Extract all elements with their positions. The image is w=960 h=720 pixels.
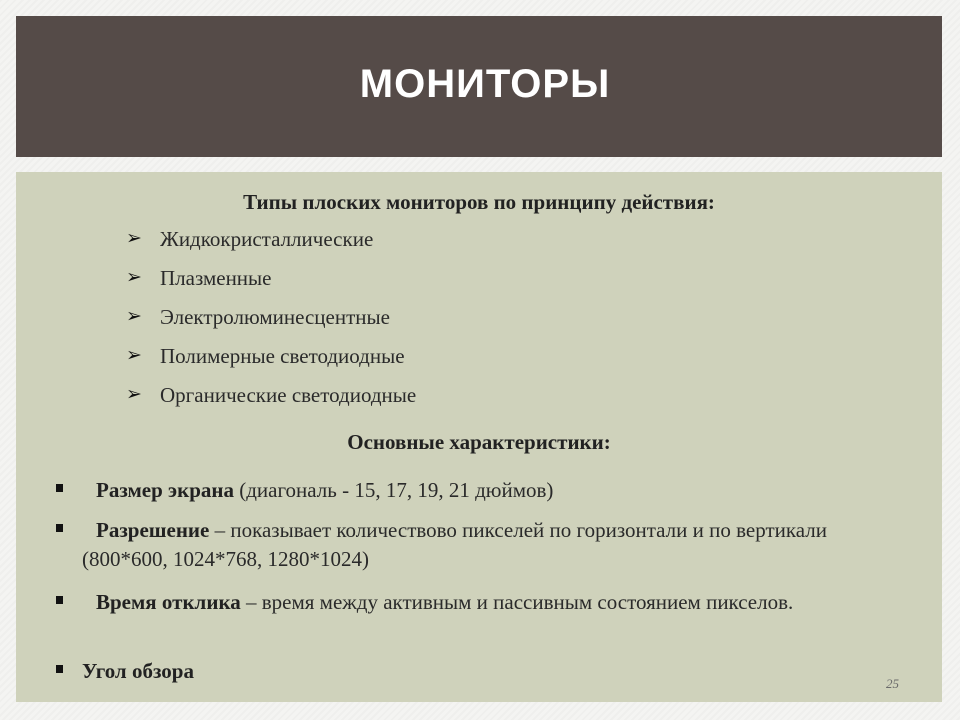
list-item-label: Органические светодиодные — [160, 383, 417, 407]
square-bullet-icon — [56, 484, 63, 492]
characteristic-term: Разрешение — [96, 518, 210, 542]
list-item-label: Жидкокристаллические — [160, 227, 374, 251]
page-number: 25 — [886, 676, 899, 691]
slide-title: МОНИТОРЫ — [359, 62, 611, 106]
title-bar — [16, 16, 942, 157]
characteristics-heading: Основные характеристики: — [347, 430, 611, 454]
content-panel — [16, 172, 942, 702]
arrowhead-bullet-icon: ➢ — [126, 305, 142, 327]
characteristic-description: – время между активным и пассивным состоянием пикселов. — [240, 590, 794, 614]
list-item — [126, 304, 416, 343]
characteristic-description: – показывает количествово пикселей по горизонтали и по вертикали (800*600, 1024*768, 1280*1024) — [82, 518, 827, 571]
list-item — [126, 343, 416, 382]
list-item — [56, 516, 916, 574]
characteristic-term: Время отклика — [96, 590, 241, 614]
characteristic-term: Угол обзора — [82, 659, 194, 683]
characteristic-term: Размер экрана — [96, 478, 234, 502]
arrowhead-bullet-icon: ➢ — [126, 383, 142, 405]
list-item-text — [82, 588, 916, 617]
list-item-label: Электролюминесцентные — [160, 305, 390, 329]
list-item — [126, 382, 416, 421]
arrowhead-bullet-icon: ➢ — [126, 266, 142, 288]
list-item — [56, 657, 916, 686]
square-bullet-icon — [56, 596, 63, 604]
types-heading: Типы плоских мониторов по принципу действия: — [243, 190, 715, 214]
characteristic-description: (диагональ - 15, 17, 19, 21 дюймов) — [233, 478, 554, 502]
square-bullet-icon — [56, 524, 63, 532]
list-item-label: Полимерные светодиодные — [160, 344, 405, 368]
square-bullet-icon — [56, 665, 63, 673]
monitor-types-list — [126, 226, 416, 421]
list-item-text — [82, 657, 916, 686]
list-item — [126, 226, 416, 265]
arrowhead-bullet-icon: ➢ — [126, 227, 142, 249]
list-item — [56, 588, 916, 617]
list-item-label: Плазменные — [160, 266, 272, 290]
list-item-text — [82, 476, 916, 505]
list-item — [126, 265, 416, 304]
list-item — [56, 476, 916, 505]
arrowhead-bullet-icon: ➢ — [126, 344, 142, 366]
list-item-text — [82, 516, 916, 574]
